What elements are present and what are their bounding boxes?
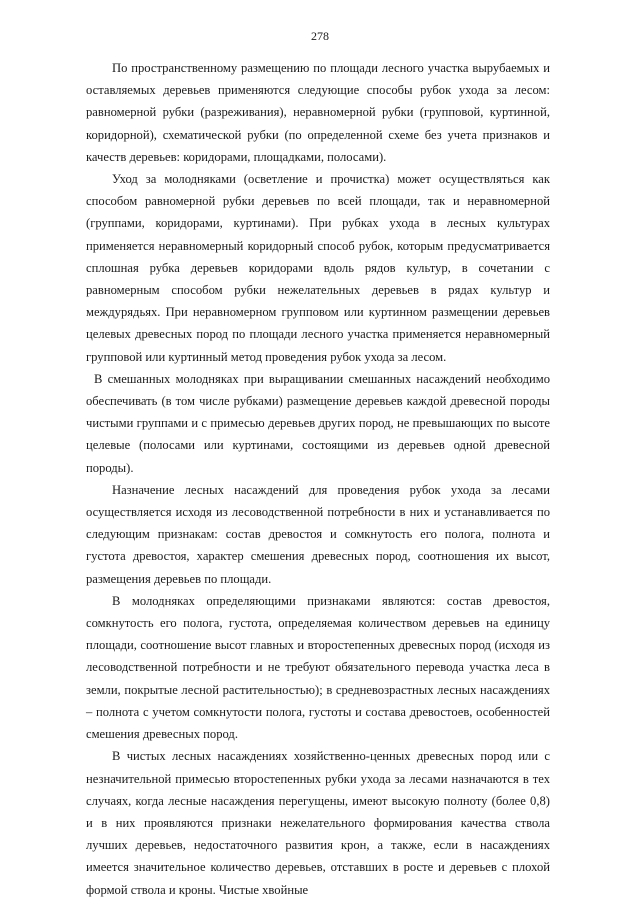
paragraph-young-stands-care: Уход за молодняками (осветление и прочистка) может осуществляться как способом равномерной рубки деревьев по всей площади, так и неравномерной (группами, коридорами, куртинами). При рубках ухода в лесных культурах применяется неравномерный коридорный способ рубок, которым предусматривается сплошная рубка деревьев коридорами вдоль рядов культур, в сочетании с равномерным способом рубки нежелательных деревьев в рядах культур и междурядьях. При неравномерном групповом или куртинном размещении деревьев целевых древесных пород по площади лесного участка применяется неравномерный групповой или куртинный метод проведения рубок ухода за лесом. — [86, 172, 550, 364]
paragraph-mixed-young-stands: В смешанных молодняках при выращивании смешанных насаждений необходимо обеспечивать (в том числе рубками) размещение деревьев каждой древесной породы чистыми группами и с примесью деревьев других пород, не превышающих по высоте целевые (полосами или куртинами, состоящими из деревьев одной древесной породы). — [86, 371, 550, 475]
paragraph-rubka-placement-methods: По пространственному размещению по площади лесного участка вырубаемых и оставляемых деревьев применяются следующие способы рубок ухода за лесом: равномерной рубки (разреживания), неравномерной рубки (групповой, куртинной, коридорной), схематической рубки (по определенной схеме без учета признаков и качеств деревьев: коридорами, площадками, полосами). — [86, 61, 550, 164]
document-body — [86, 57, 550, 901]
paragraph-pure-stands: В чистых лесных насаждениях хозяйственно-ценных древесных пород или с незначительной примесью второстепенных рубки ухода за лесами назначаются в тех случаях, когда лесные насаждения перегущены, имеют высокую полноту (более 0,8) и в них проявляются признаки нежелательного формирования качества ствола лучших деревьев, недостаточного развития крон, а также, если в насаждениях имеется значительное количество деревьев, отставших в росте и деревьев с плохой формой ствола и кроны. Чистые хвойные — [86, 749, 550, 897]
paragraph-young-stand-indicators: В молодняках определяющими признаками являются: состав древостоя, сомкнутость его полога, густота, определяемая количеством деревьев на единицу площади, соотношение высот главных и второстепенных древесных пород (исходя из лесоводственной потребности и не требуют обязательного перевода участка леса в земли, покрытые лесной растительностью); в средневозрастных лесных насаждениях – полнота с учетом сомкнутости полога, густоты и состава древостоев, особенностей смешения древесных пород. — [86, 593, 550, 742]
paragraph-assignment-criteria: Назначение лесных насаждений для проведения рубок ухода за лесами осуществляется исходя из лесоводственной потребности в них и устанавливается по следующим признакам: состав древостоя и сомкнутость его полога, полнота и густота древостоя, характер смешения древесных пород, соотношения их высот, размещения деревьев по площади. — [86, 482, 550, 586]
page-number: 278 — [311, 29, 329, 43]
